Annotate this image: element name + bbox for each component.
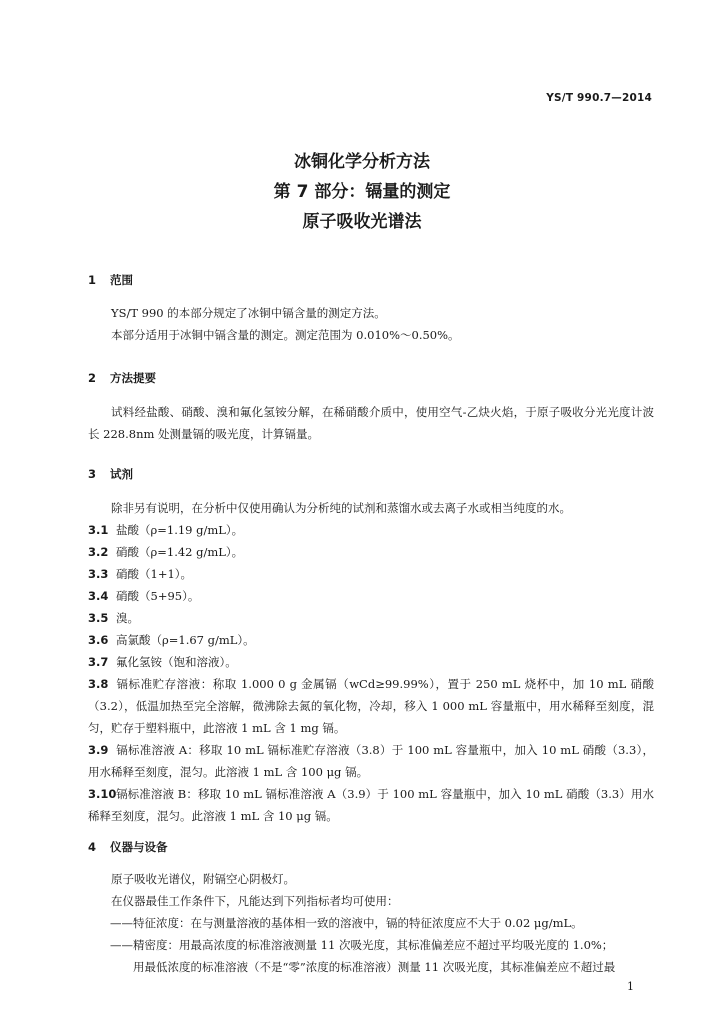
item-text: 硝酸（1+1）。 — [116, 567, 193, 581]
item-number: 3.10 — [88, 787, 117, 801]
item-text: 镉标准溶液 B：移取 10 mL 镉标准溶液 A（3.9）于 100 mL 容量瓶中，加入 10 mL 硝酸（3.3）用水稀释至刻度，混匀。此溶液 1 mL 含 10 μg 镉。 — [88, 787, 654, 823]
section-heading-3 — [88, 466, 133, 482]
paragraph: 在仪器最佳工作条件下，凡能达到下列指标者均可使用： — [111, 894, 399, 908]
dash-item-continuation: 用最低浓度的标准溶液（不是“零”浓度的标准溶液）测量 11 次吸光度，其标准偏差应不超过最 — [133, 960, 616, 974]
item-text: 镉标准溶液 A：移取 10 mL 镉标准贮存溶液（3.8）于 100 mL 容量瓶中，加入 10 mL 硝酸（3.3），用水稀释至刻度，混匀。此溶液 1 mL 含 100 μg 镉。 — [88, 743, 654, 779]
item-text: 硝酸（5+95）。 — [116, 589, 200, 603]
section-title: 方法提要 — [110, 371, 156, 385]
item-number: 3.6 — [88, 633, 109, 647]
item-text: 氟化氢铵（饱和溶液）。 — [116, 655, 237, 669]
item-text: 盐酸（ρ=1.19 g/mL）。 — [116, 523, 244, 537]
list-item — [88, 563, 654, 585]
section-heading-2 — [88, 370, 156, 386]
list-item — [88, 629, 654, 651]
section-title: 范围 — [110, 273, 133, 287]
item-text: 硝酸（ρ=1.42 g/mL）。 — [116, 545, 244, 559]
title-line-2: 第 7 部分：镉量的测定 — [273, 182, 451, 202]
item-text: 高氯酸（ρ=1.67 g/mL）。 — [116, 633, 255, 647]
item-number: 3.2 — [88, 545, 109, 559]
dash-item: ——精密度：用最高浓度的标准溶液测量 11 次吸光度，其标准偏差应不超过平均吸光度的 1.0%； — [110, 938, 614, 952]
item-number: 3.7 — [88, 655, 109, 669]
section-number: 4 — [88, 840, 97, 854]
item-number: 3.4 — [88, 589, 109, 603]
item-number: 3.8 — [88, 677, 109, 691]
item-number: 3.9 — [88, 743, 109, 757]
paragraph: 本部分适用于冰铜中镉含量的测定。测定范围为 0.010%～0.50%。 — [111, 328, 460, 342]
section-number: 1 — [88, 273, 97, 287]
paragraph: 试料经盐酸、硝酸、溴和氟化氢铵分解，在稀硝酸介质中，使用空气-乙炔火焰，于原子吸收分光光度计波长 228.8nm 处测量镉的吸光度，计算镉量。 — [88, 405, 654, 441]
list-item — [88, 541, 654, 563]
list-item — [88, 783, 654, 827]
section-number: 2 — [88, 371, 97, 385]
standard-code: YS/T 990.7—2014 — [546, 92, 652, 104]
item-number: 3.3 — [88, 567, 109, 581]
section-title: 仪器与设备 — [110, 840, 168, 854]
item-number: 3.5 — [88, 611, 109, 625]
paragraph: YS/T 990 的本部分规定了冰铜中镉含量的测定方法。 — [111, 306, 386, 320]
section-heading-4 — [88, 839, 168, 855]
title-line-1: 冰铜化学分析方法 — [294, 152, 430, 172]
page-number: 1 — [627, 980, 634, 993]
list-item — [88, 651, 654, 673]
item-text: 镉标准贮存溶液：称取 1.000 0 g 金属镉（wCd≥99.99%），置于 250 mL 烧杯中，加 10 mL 硝酸（3.2），低温加热至完全溶解，微沸除去氮的氧化物，冷却，移入 1 000 mL 容量瓶中，用水稀释至刻度，混匀，贮存于塑料瓶中，此溶液 1 mL 含 1 mg 镉。 — [88, 677, 654, 735]
document-title — [0, 147, 724, 237]
list-item — [88, 739, 654, 783]
item-number: 3.1 — [88, 523, 109, 537]
paragraph: 除非另有说明，在分析中仅使用确认为分析纯的试剂和蒸馏水或去离子水或相当纯度的水。 — [111, 501, 571, 515]
section-number: 3 — [88, 467, 97, 481]
list-item — [88, 607, 654, 629]
dash-item: ——特征浓度：在与测量溶液的基体相一致的溶液中，镉的特征浓度应不大于 0.02 μg/mL。 — [110, 916, 583, 930]
list-item — [88, 585, 654, 607]
section-heading-1 — [88, 272, 133, 288]
list-item — [88, 673, 654, 739]
list-item — [88, 519, 654, 541]
section-title: 试剂 — [110, 467, 133, 481]
title-line-3: 原子吸收光谱法 — [302, 212, 422, 232]
item-text: 溴。 — [116, 611, 139, 625]
paragraph: 原子吸收光谱仪，附镉空心阴极灯。 — [111, 872, 295, 886]
